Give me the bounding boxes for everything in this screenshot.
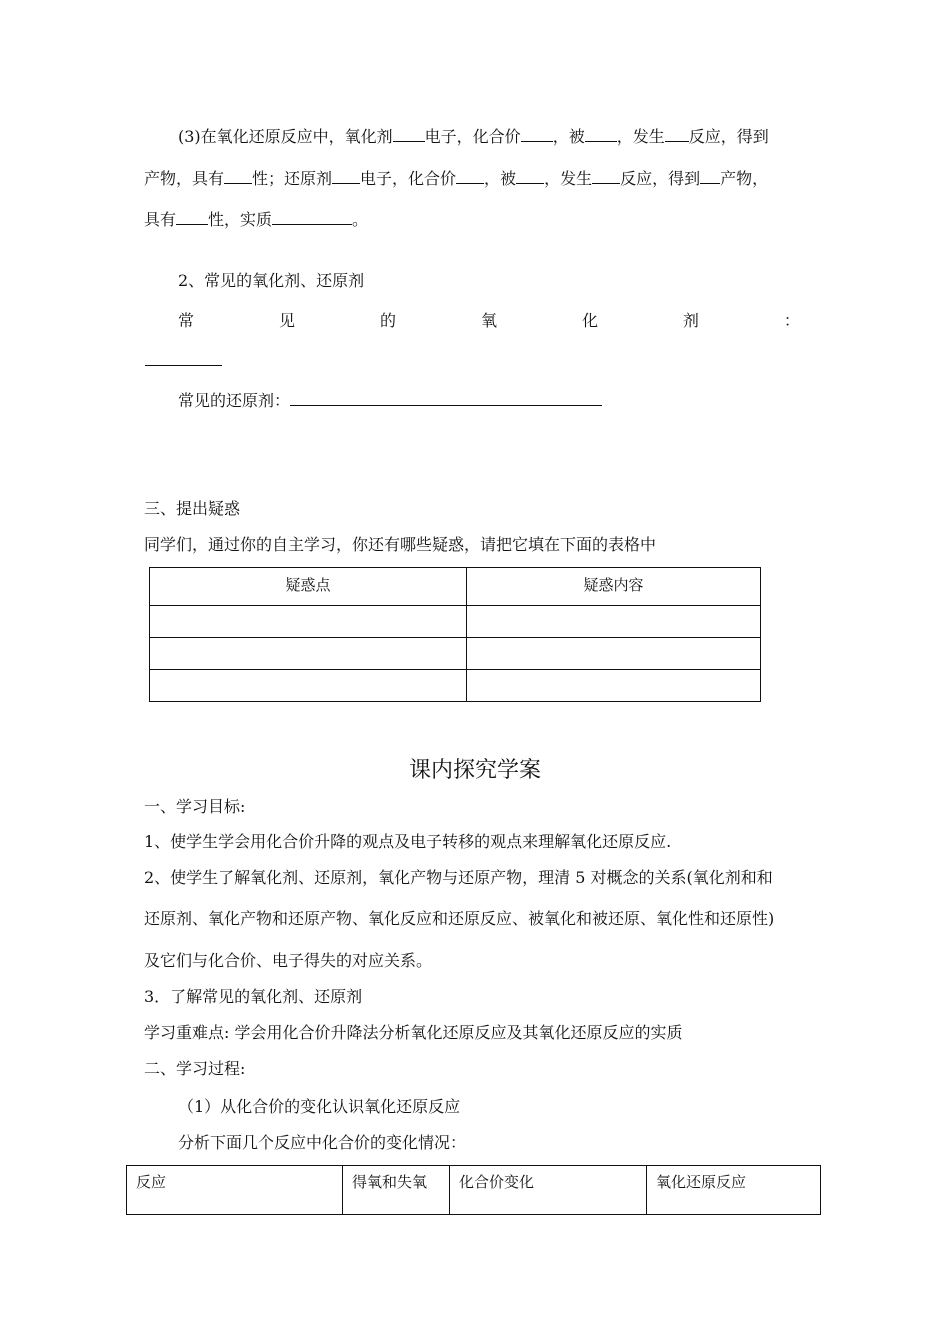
table-cell[interactable] [150,606,467,638]
section2-heading: 2、常见的氧化剂、还原剂 [178,271,365,290]
table-cell[interactable] [467,638,761,670]
text: 反应，得到 [688,127,769,146]
text: ，发生 [616,127,665,146]
doubts-table [149,567,761,702]
char: 见 [278,311,295,330]
table-cell[interactable] [150,638,467,670]
table-header: 化合价变化 [450,1166,647,1215]
text: 具有 [144,210,177,229]
text: 电子，化合价 [360,169,457,188]
q3-line-3 [144,208,368,231]
q3-line-2 [144,167,768,190]
oxidant-blank[interactable] [145,365,222,366]
goals-heading: 一、学习目标: [144,797,246,816]
text: 电子，化合价 [424,127,521,146]
blank[interactable] [456,167,484,184]
char: 剂 [682,311,699,330]
text: ，发生 [544,169,593,188]
char: ： [783,311,800,330]
process-heading: 二、学习过程: [144,1059,246,1078]
lesson-title: 课内探究学案 [408,758,541,783]
section3-intro: 同学们，通过你的自主学习，你还有哪些疑惑，请把它填在下面的表格中 [144,535,657,554]
key-points: 学习重难点: 学会用化合价升降法分析氧化还原反应及其氧化还原反应的实质 [144,1023,683,1042]
table-header: 氧化还原反应 [647,1166,821,1215]
section3-heading: 三、提出疑惑 [144,499,241,518]
step-1: （1）从化合价的变化认识氧化还原反应 [178,1097,461,1116]
blank[interactable] [585,125,617,142]
table-header: 疑惑内容 [467,568,761,606]
table-cell[interactable] [467,670,761,702]
reaction-table [126,1165,821,1215]
blank[interactable] [393,125,425,142]
table-header: 反应 [127,1166,343,1215]
goal-1: 1、使学生学会用化合价升降的观点及电子转移的观点来理解氧化还原反应. [144,832,672,851]
blank[interactable] [516,167,544,184]
blank[interactable] [700,167,720,184]
text: 。 [352,210,369,229]
q3-line-1 [178,125,769,148]
text: (3)在氧化还原反应中，氧化剂 [178,127,393,146]
reductant-line [178,389,602,412]
table-cell[interactable] [467,606,761,638]
goal-3: 3．了解常见的氧化剂、还原剂 [144,987,363,1006]
table-header: 疑惑点 [150,568,467,606]
text: 性，实质 [208,210,273,229]
text: 性；还原剂 [252,169,333,188]
goal-2-line-2: 还原剂、氧化产物和还原产物、氧化反应和还原反应、被氧化和被还原、氧化性和还原性) [144,909,775,928]
blank[interactable] [176,208,208,225]
reductant-blank[interactable] [290,389,602,406]
blank[interactable] [272,208,352,225]
char: 化 [581,311,598,330]
step-1-intro: 分析下面几个反应中化合价的变化情况： [178,1133,467,1152]
blank[interactable] [224,167,252,184]
text: 反应，得到 [620,169,701,188]
char: 氧 [480,311,497,330]
text: ，被 [552,127,585,146]
blank[interactable] [332,167,360,184]
blank[interactable] [521,125,553,142]
oxidant-label-spread [178,308,800,331]
table-header: 得氧和失氧 [343,1166,450,1215]
reductant-label: 常见的还原剂： [178,391,291,410]
text: 产物，具有 [144,169,225,188]
char: 常 [178,311,195,330]
text: 产物， [720,169,769,188]
goal-2-line-1: 2、使学生了解氧化剂、还原剂，氧化产物与还原产物，理清 5 对概念的关系(氧化剂和和 [144,868,773,887]
char: 的 [379,311,396,330]
table-cell[interactable] [150,670,467,702]
blank[interactable] [665,125,689,142]
goal-2-line-3: 及它们与化合价、电子得失的对应关系。 [144,951,433,970]
blank[interactable] [592,167,620,184]
text: ，被 [484,169,517,188]
